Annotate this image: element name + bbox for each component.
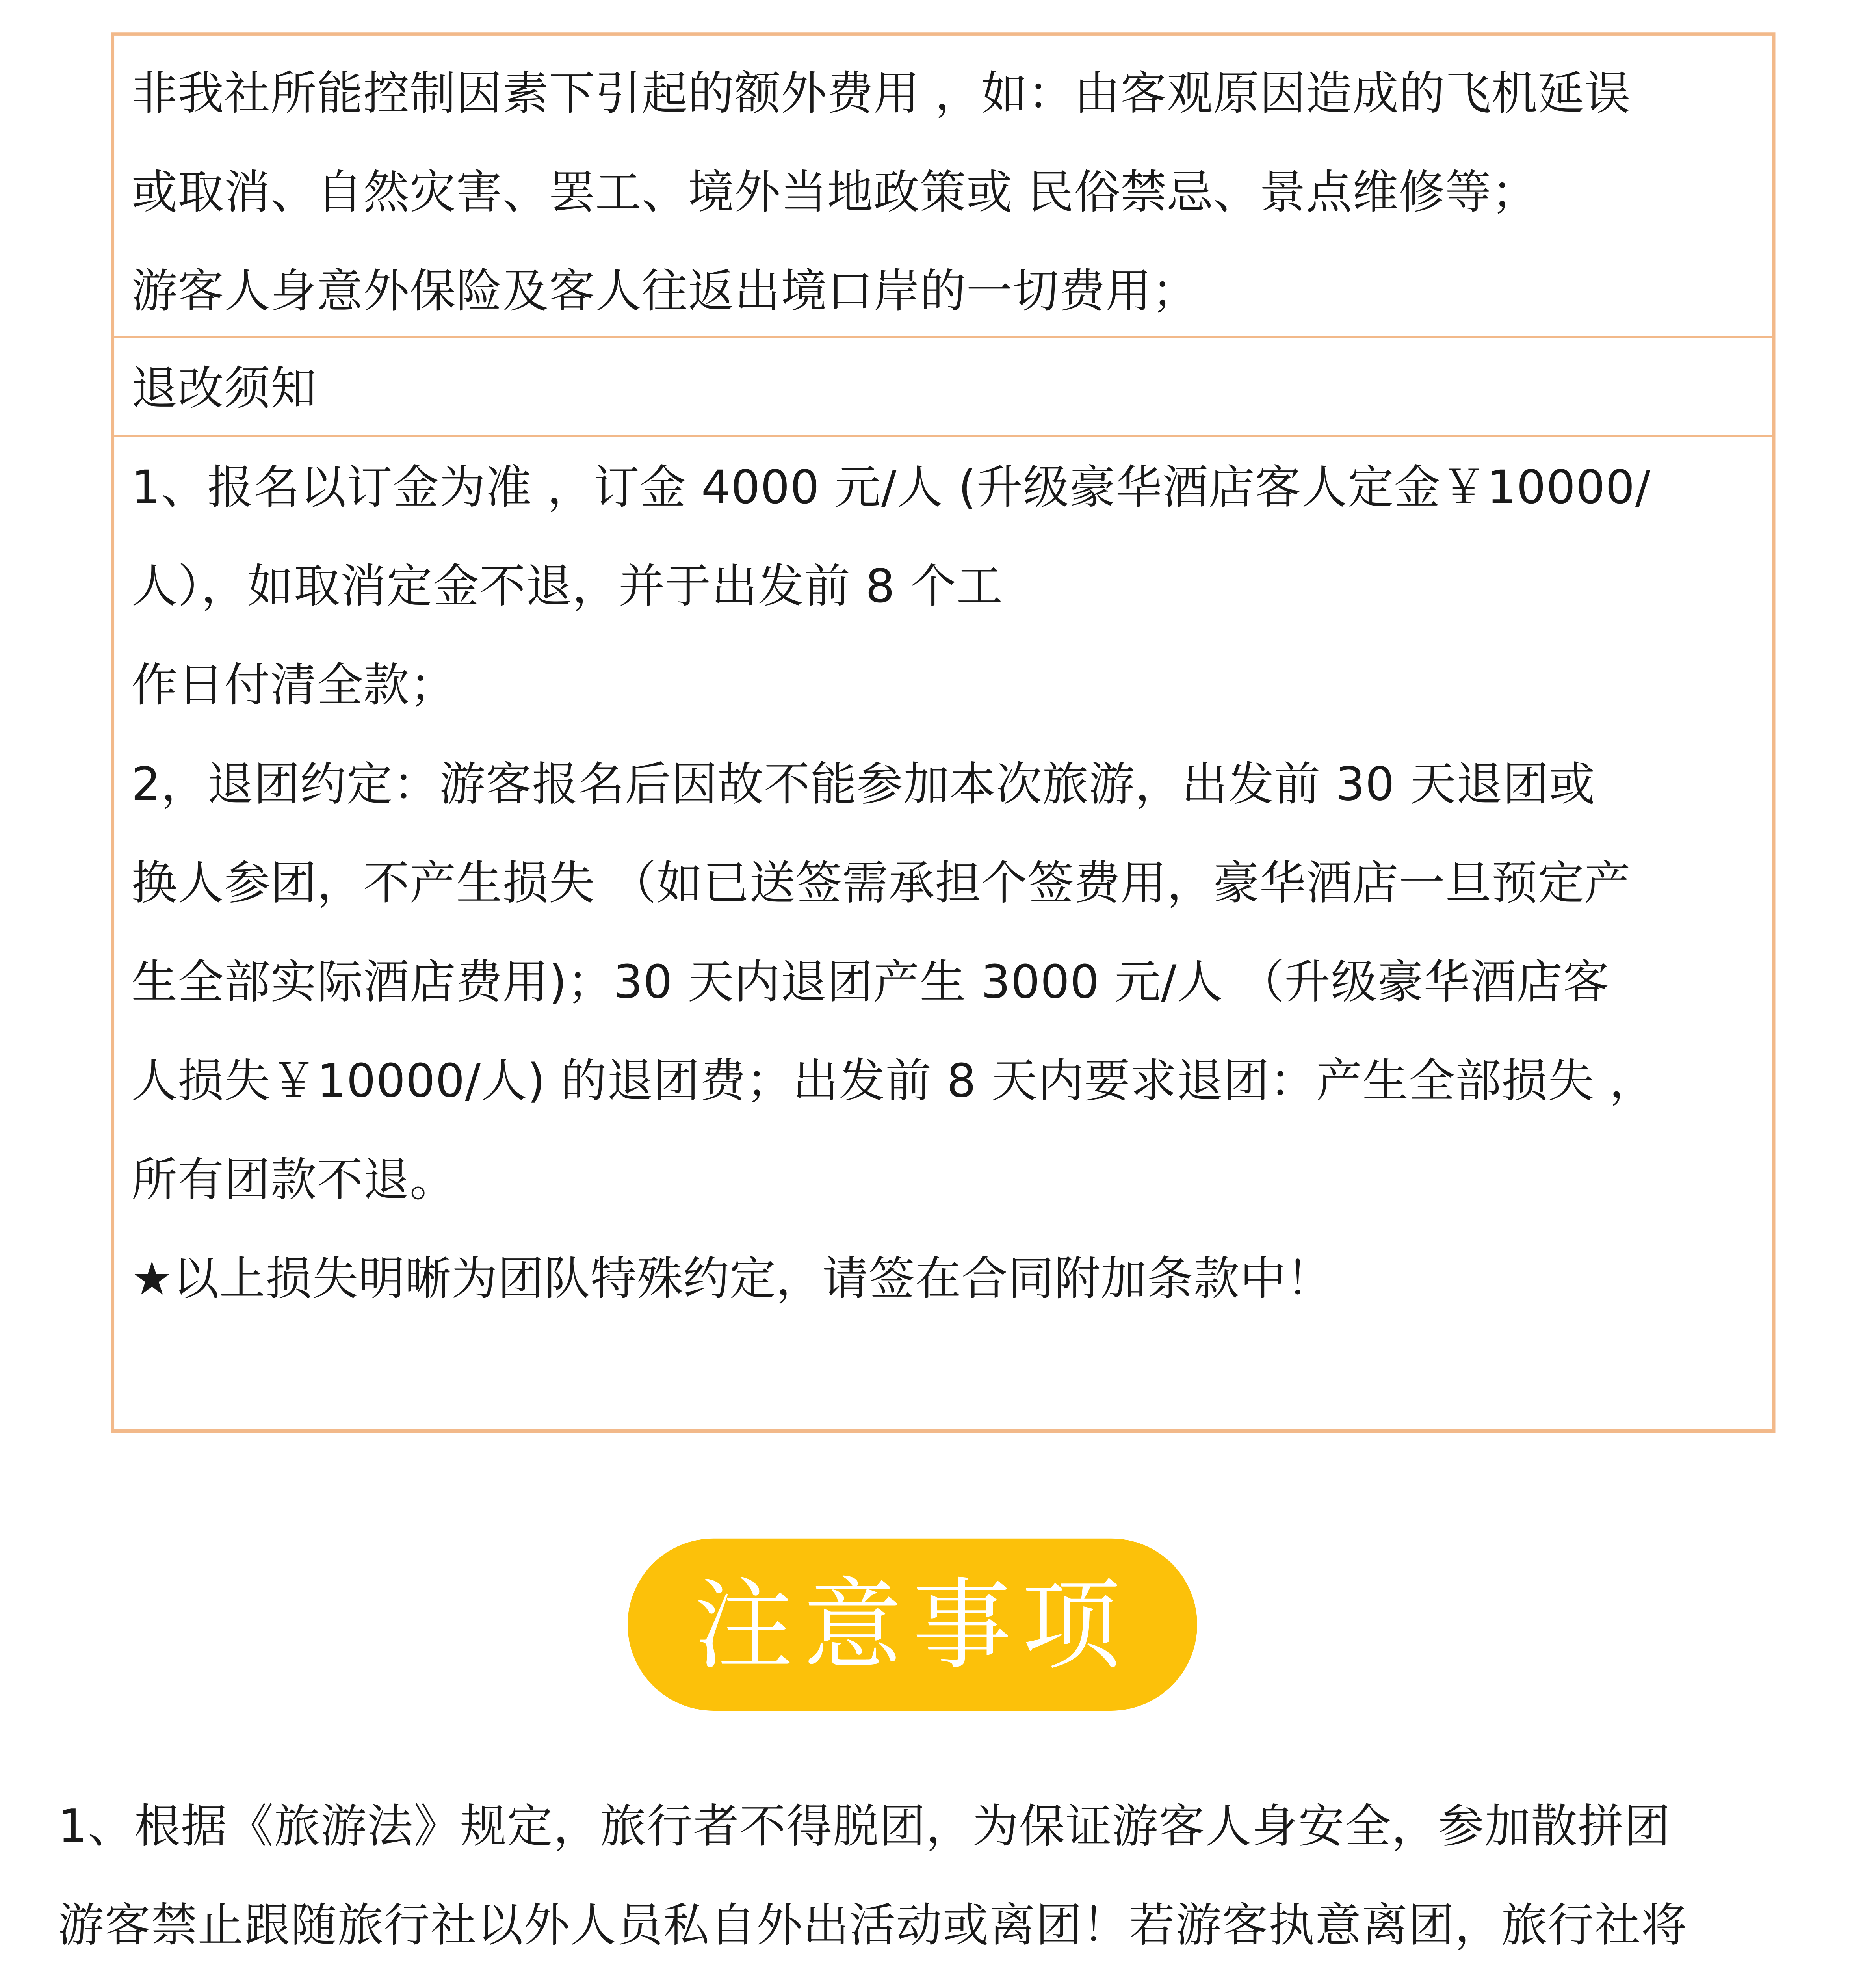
refund-line: 生全部实际酒店费用)；30 天内退团产生 3000 元/人 （升级豪华酒店客 — [131, 957, 1610, 1010]
refund-line: 2，退团约定：游客报名后因故不能参加本次旅游，出发前 30 天退团或 — [131, 759, 1596, 812]
refund-line: 1、报名以订金为准 ，订金 4000 元/人 (升级豪华酒店客人定金￥10000/ — [131, 462, 1651, 515]
refund-line: 换人参团，不产生损失 （如已送签需承担个签费用，豪华酒店一旦预定产 — [131, 858, 1631, 911]
refund-heading: 退改须知 — [131, 363, 317, 416]
extra-costs-line: 非我社所能控制因素下引起的额外费用 ，如：由客观原因造成的飞机延误 — [131, 68, 1631, 121]
notice-list — [58, 1779, 1848, 1970]
terms-table — [111, 32, 1775, 1433]
refund-line: 人损失￥10000/人) 的退团费；出发前 8 天内要求退团：产生全部损失 ， — [131, 1056, 1656, 1109]
special-agreement-note: ★以上损失明晰为团队特殊约定，请签在合同附加条款中！ — [131, 1253, 1333, 1307]
notice-title: 注意事项 — [694, 1567, 1131, 1683]
extra-costs-line: 或取消、自然灾害、罢工、境外当地政策或 民俗禁忌、景点维修等； — [131, 167, 1538, 220]
refund-line: 人），如取消定金不退，并于出发前 8 个工 — [131, 561, 1003, 614]
refund-heading-cell — [114, 338, 1772, 437]
notice-line: 游客禁止跟随旅行社以外人员私自外出活动或离团！若游客执意离团，旅行社将 — [58, 1900, 1688, 1953]
notice-line: 1、根据《旅游法》规定，旅行者不得脱团，为保证游客人身安全，参加散拼团 — [58, 1801, 1671, 1854]
notice-title-badge — [628, 1539, 1197, 1711]
refund-line: 所有团款不退。 — [131, 1154, 456, 1208]
extra-costs-line: 游客人身意外保险及客人往返出境口岸的一切费用； — [131, 266, 1198, 319]
extra-costs-cell — [114, 36, 1772, 338]
refund-terms-cell — [114, 437, 1772, 1429]
refund-line: 作日付清全款； — [131, 660, 456, 713]
